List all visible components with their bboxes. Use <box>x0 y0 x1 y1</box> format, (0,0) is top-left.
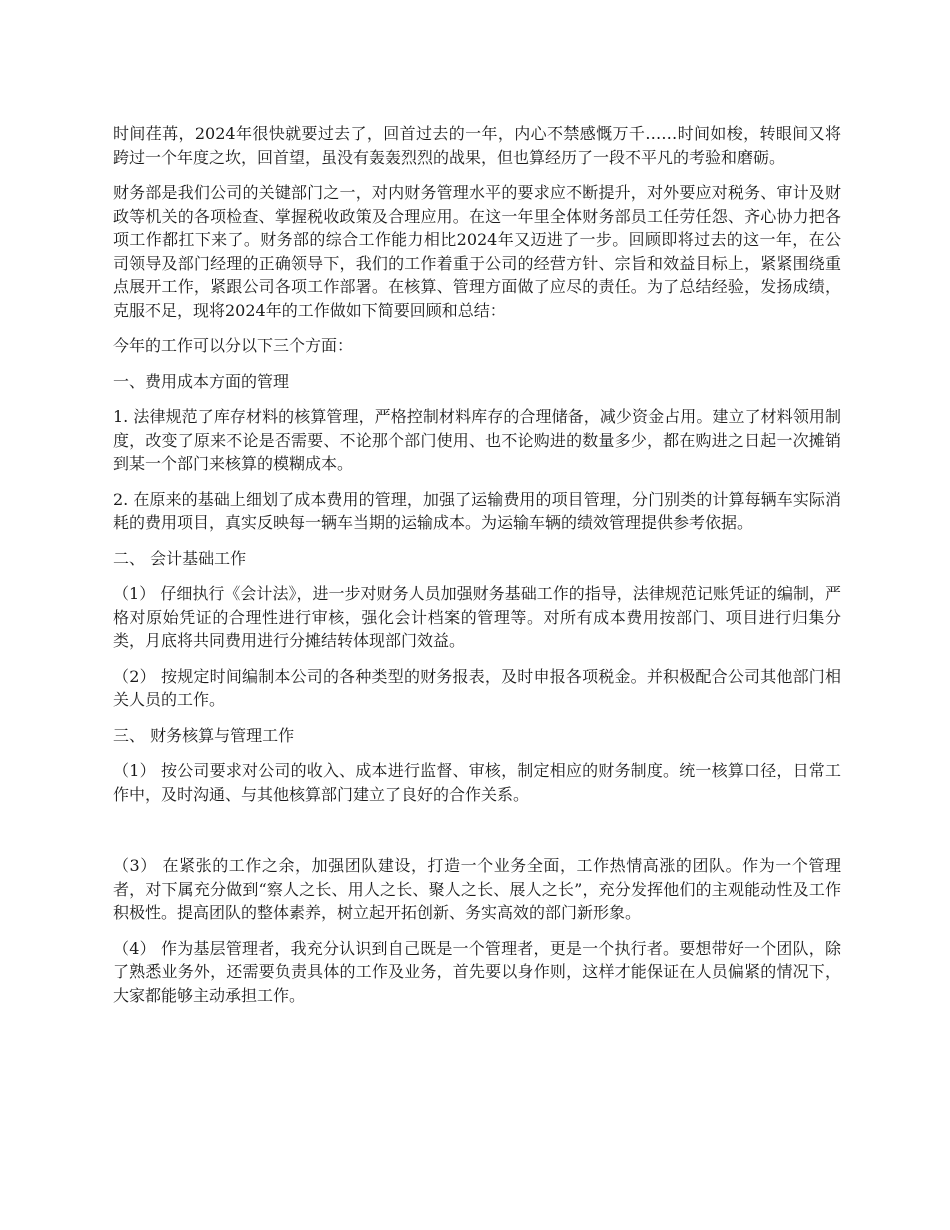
overview-paragraph: 财务部是我们公司的关键部门之一，对内财务管理水平的要求应不断提升，对外要应对税务、审计及财政等机关的各项检查、掌握税收政策及合理应用。在这一年里全体财务部员工任劳任怨、齐心协力把各项工作都扛下来了。财务部的综合工作能力相比2024年又迈进了一步。回顾即将过去的这一年，在公司领导及部门经理的正确领导下，我们的工作着重于公司的经营方针、宗旨和效益目标上，紧紧围绕重点展开工作，紧跟公司各项工作部署。在核算、管理方面做了应尽的责任。为了总结经验，发扬成绩，克服不足，现将2024年的工作做如下简要回顾和总结： <box>113 183 841 320</box>
section-3-title: 三、 财务核算与管理工作 <box>113 725 295 745</box>
section-3-item-1: （1） 按公司要求对公司的收入、成本进行监督、审核，制定相应的财务制度。统一核算口径，日常工作中，及时沟通、与其他核算部门建立了良好的合作关系。 <box>113 761 841 804</box>
section-1-title: 一、费用成本方面的管理 <box>113 371 290 391</box>
section-3-item-4: （4） 作为基层管理者，我充分认识到自己既是一个管理者，更是一个执行者。要想带好一个团队，除了熟悉业务外，还需要负责具体的工作及业务，首先要以身作则，这样才能保证在人员偏紧的情况下，大家都能够主动承担工作。 <box>113 938 841 1005</box>
document-page <box>113 122 841 1019</box>
blank-gap <box>113 818 841 854</box>
section-2-title: 二、 会计基础工作 <box>113 548 247 568</box>
intro-paragraph: 时间荏苒，2024年很快就要过去了，回首过去的一年，内心不禁感慨万千……时间如梭，转眼间又将跨过一个年度之坎，回首望，虽没有轰轰烈烈的战果，但也算经历了一段不平凡的考验和磨砺。 <box>113 124 841 167</box>
summary-intro: 今年的工作可以分以下三个方面： <box>113 336 354 355</box>
section-1-item-2: 2. 在原来的基础上细划了成本费用的管理，加强了运输费用的项目管理，分门别类的计算每辆车实际消耗的费用项目，真实反映每一辆车当期的运输成本。为运输车辆的绩效管理提供参考依据。 <box>113 489 841 532</box>
section-3-item-3: （3） 在紧张的工作之余，加强团队建设，打造一个业务全面，工作热情高涨的团队。作为一个管理者，对下属充分做到“察人之长、用人之长、聚人之长、展人之长”，充分发挥他们的主观能动性及工作积极性。提高团队的整体素养，树立起开拓创新、务实高效的部门新形象。 <box>113 856 841 922</box>
section-2-item-2: （2） 按规定时间编制本公司的各种类型的财务报表，及时申报各项税金。并积极配合公司其他部门相关人员的工作。 <box>113 666 841 709</box>
section-1-item-1: 1. 法律规范了库存材料的核算管理，严格控制材料库存的合理储备，减少资金占用。建立了材料领用制度，改变了原来不论是否需要、不论那个部门使用、也不论购进的数量多少，都在购进之日起一次摊销到某一个部门来核算的模糊成本。 <box>113 407 841 473</box>
section-2-item-1: （1） 仔细执行《会计法》，进一步对财务人员加强财务基础工作的指导，法律规范记账凭证的编制，严格对原始凭证的合理性进行审核，强化会计档案的管理等。对所有成本费用按部门、项目进行归集分类，月底将共同费用进行分摊结转体现部门效益。 <box>113 584 841 650</box>
